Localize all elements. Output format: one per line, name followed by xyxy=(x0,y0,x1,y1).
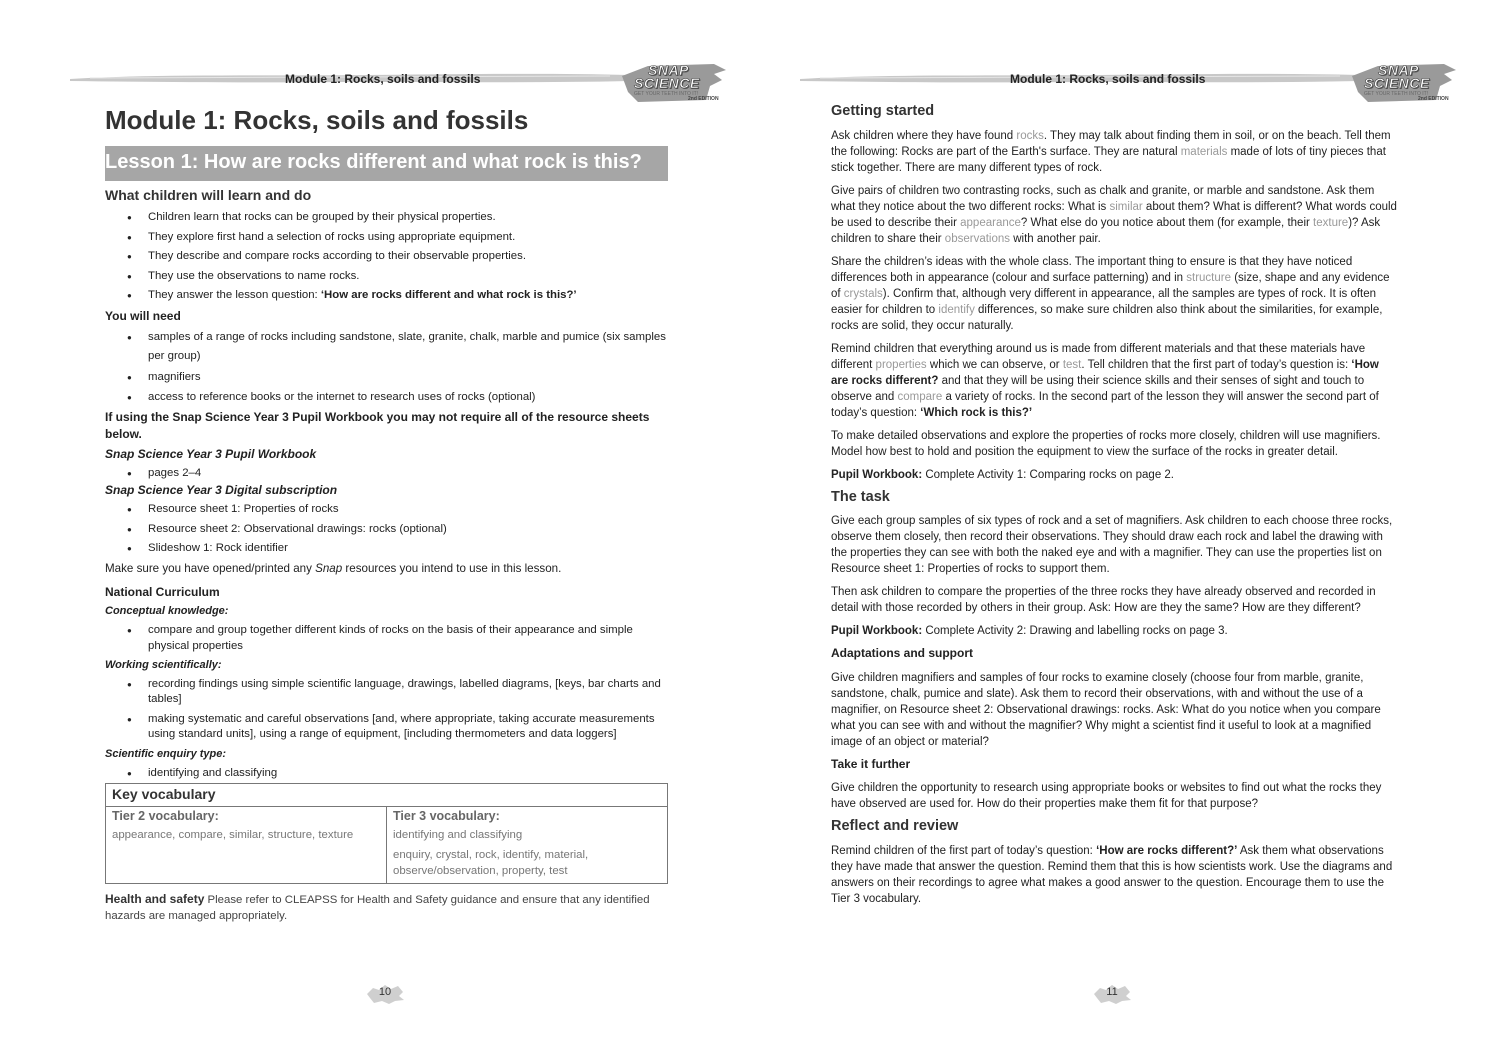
list-item: ● Resource sheet 2: Observational drawings: rocks (optional) xyxy=(105,522,670,538)
conceptual-list xyxy=(105,623,670,654)
list-item: ● making systematic and careful observations [and, where appropriate, taking accurate measurements using standard units], using a range of equipment, [including thermometers and data loggers] xyxy=(105,712,670,743)
resources-note: Make sure you have opened/printed any Snap resources you intend to use in this lesson. xyxy=(105,561,562,575)
left-content xyxy=(105,104,670,924)
tier3-line: identifying and classifying xyxy=(393,829,523,842)
running-header-title: Module 1: Rocks, soils and fossils xyxy=(285,72,481,86)
task-paragraph-2: Then ask children to compare the properties of the three rocks they have already observed and recorded in detail with those recorded by others in their group. Ask: How are they the same? How are they different? xyxy=(831,586,1376,615)
health-text: Please refer to CLEAPSS for Health and Safety guidance and ensure that any identified hazards are managed appropriately. xyxy=(105,894,650,922)
page-number: 11 xyxy=(1092,982,1132,1006)
learn-list xyxy=(105,210,670,304)
running-header-title: Module 1: Rocks, soils and fossils xyxy=(1010,72,1206,86)
workbook-list xyxy=(105,466,670,482)
list-item: ● access to reference books or the internet to research uses of rocks (optional) xyxy=(105,390,670,406)
further-heading: Take it further xyxy=(831,756,911,771)
enquiry-heading: Scientific enquiry type: xyxy=(105,748,227,761)
nc-heading: National Curriculum xyxy=(105,585,220,600)
need-heading: You will need xyxy=(105,308,181,323)
workbook-heading: Snap Science Year 3 Pupil Workbook xyxy=(105,447,317,462)
page-header xyxy=(70,62,719,102)
list-item: ● compare and group together different kinds of rocks on the basis of their appearance and simple physical properties xyxy=(105,623,670,654)
further-paragraph: Give children the opportunity to research using appropriate books or websites to find out what the rocks they have observed are used for. How do their properties make them fit for that purpose? xyxy=(831,782,1382,811)
gs-paragraph-4: Remind children that everything around us is made from different materials and that these materials have different properties which we can observe, or test. Tell children that the first part of today’s question is: ‘How are rocks different? and that they will be using their science skills and their senses of sight and touch to observe and compare a variety of rocks. In the second part of the lesson they will answer the second part of today’s question: ‘Which rock is this?’ xyxy=(831,342,1379,419)
list-item: ● magnifiers xyxy=(105,370,670,386)
list-item: ● samples of a range of rocks including sandstone, slate, granite, chalk, marble and pumice (six samples per group) xyxy=(105,328,670,366)
working-heading: Working scientifically: xyxy=(105,659,222,672)
lesson-title: Lesson 1: How are rocks different and what rock is this? xyxy=(105,146,668,181)
need-list xyxy=(105,328,670,405)
health-and-safety xyxy=(105,892,670,924)
list-item: ● pages 2–4 xyxy=(105,466,670,482)
list-item: ● They answer the lesson question: ‘How are rocks different and what rock is this?’ xyxy=(105,288,670,304)
gs-paragraph-1: Ask children where they have found rocks. They may talk about finding them in soil, or on the beach. Tell them the following: Rocks are part of the Earth's surface. They are natural materials made of lots of tiny pieces that stick together. There are many different types of rock. xyxy=(831,129,1391,174)
tier2-words: appearance, compare, similar, structure, texture xyxy=(112,829,354,842)
getting-started-heading: Getting started xyxy=(831,103,935,119)
right-content xyxy=(831,104,1397,914)
page-header xyxy=(800,62,1449,102)
task-paragraph-1: Give each group samples of six types of rock and a set of magnifiers. Ask children to each choose three rocks, observe them closely, then record their observations. They should draw each rock and label the drawing with the properties they can see with both the naked eye and with a magnifier. They can use the properties list on Resource sheet 1: Properties of rocks to support them. xyxy=(831,515,1393,576)
tier3-heading: Tier 3 vocabulary: xyxy=(393,808,500,823)
list-item: ● Slideshow 1: Rock identifier xyxy=(105,541,670,557)
adaptations-paragraph: Give children magnifiers and samples of four rocks to examine closely (choose four from marble, granite, sandstone, chalk, pumice and slate). Ask them to record their observations, with and without the use of a magnifier, on Resource sheet 2: Observational drawings: rocks. Ask: What do you notice when you compare what you can see with and without the magnifier? Why might a scientist find it useful to look at a magnified image of an object or material? xyxy=(831,671,1381,748)
snap-science-logo: SNAP SCIENCE GET YOUR TEETH INTO IT! 2nd EDITION xyxy=(618,62,728,104)
task-workbook-note: Pupil Workbook: Complete Activity 2: Drawing and labelling rocks on page 3. xyxy=(831,625,1228,638)
conceptual-heading: Conceptual knowledge: xyxy=(105,605,229,618)
list-item: ● They use the observations to name rocks. xyxy=(105,269,670,285)
list-item: ● Children learn that rocks can be grouped by their physical properties. xyxy=(105,210,670,226)
list-item: ● recording findings using simple scientific language, drawings, labelled diagrams, [keys, bar charts and tables] xyxy=(105,677,670,708)
learn-heading: What children will learn and do xyxy=(105,187,312,203)
key-vocabulary-table xyxy=(105,783,668,884)
enquiry-list xyxy=(105,766,670,782)
page-number: 10 xyxy=(365,982,405,1006)
list-item: ● identifying and classifying xyxy=(105,766,670,782)
tier2-column xyxy=(106,807,386,883)
adaptations-heading: Adaptations and support xyxy=(831,646,973,661)
digital-heading: Snap Science Year 3 Digital subscription xyxy=(105,483,338,498)
module-title: Module 1: Rocks, soils and fossils xyxy=(105,105,529,135)
right-page xyxy=(770,0,1490,1060)
gs-paragraph-3: Share the children’s ideas with the whole class. The important thing to ensure is that they have noticed differences both in appearance (colour and surface patterning) and in structure (size, shape and any evidence of crystals). Confirm that, although very different in appearance, all the samples are types of rock. It is often easier for children to identify differences, so make sure children also think about the similarities, for example, rocks are solid, they occur naturally. xyxy=(831,255,1390,332)
list-item: ● Resource sheet 1: Properties of rocks xyxy=(105,502,670,518)
gs-workbook-note: Pupil Workbook: Complete Activity 1: Comparing rocks on page 2. xyxy=(831,468,1174,481)
tier2-heading: Tier 2 vocabulary: xyxy=(112,808,219,823)
vocab-heading: Key vocabulary xyxy=(106,784,667,807)
snap-science-logo: SNAP SCIENCE GET YOUR TEETH INTO IT! 2nd EDITION xyxy=(1348,62,1458,104)
tier3-words: enquiry, crystal, rock, identify, material, observe/observation, property, test xyxy=(393,849,589,877)
list-item: ● They describe and compare rocks according to their observable properties. xyxy=(105,249,670,265)
tier3-column xyxy=(386,807,667,883)
health-heading: Health and safety xyxy=(105,892,205,907)
gs-paragraph-2: Give pairs of children two contrasting rocks, such as chalk and granite, or marble and sandstone. Ask them what they notice about the two different rocks: What is similar about them? What is different? What words could be used to describe their appearance? What else do you notice about them (for example, their texture)? Ask children to share their observations with another pair. xyxy=(831,184,1397,245)
workbook-note: If using the Snap Science Year 3 Pupil Workbook you may not require all of the resource sheets below. xyxy=(105,410,650,442)
task-heading: The task xyxy=(831,488,890,505)
digital-list xyxy=(105,502,670,557)
reflect-paragraph: Remind children of the first part of today’s question: ‘How are rocks different?’ Ask them what observations they have made that answer the question. Remind them that this is how scientists work. Use the diagrams and answers on their recordings to agree what makes a good answer to the question. Encourage them to use the Tier 3 vocabulary. xyxy=(831,844,1393,905)
working-list xyxy=(105,677,670,743)
gs-paragraph-5: To make detailed observations and explore the properties of rocks more closely, children will use magnifiers. Model how best to hold and position the equipment to view the surface of the rocks in greater detail. xyxy=(831,429,1381,458)
left-page xyxy=(40,0,760,1060)
list-item: ● They explore first hand a selection of rocks using appropriate equipment. xyxy=(105,230,670,246)
reflect-heading: Reflect and review xyxy=(831,818,959,835)
